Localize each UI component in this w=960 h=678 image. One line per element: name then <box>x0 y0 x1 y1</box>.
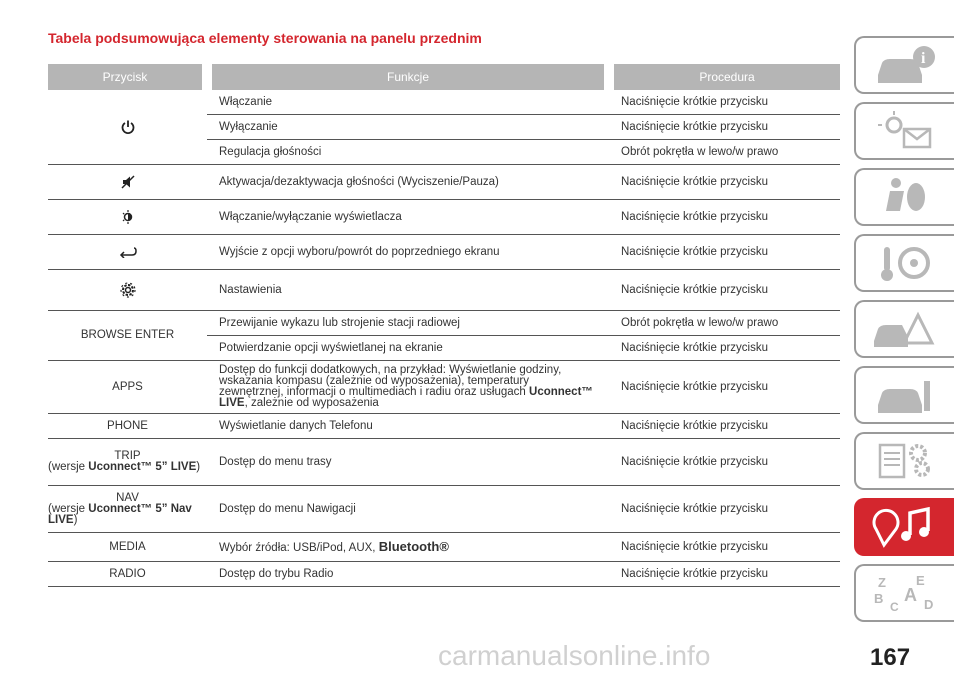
table-row <box>48 361 840 414</box>
button-label: BROWSE ENTER <box>48 311 207 361</box>
function-text: Regulacja głośności <box>207 140 609 165</box>
procedure-text: Naciśnięcie krótkie przycisku <box>609 562 840 587</box>
button-label: APPS <box>48 361 207 414</box>
tab-warning-lights[interactable] <box>854 102 954 160</box>
tab-safety[interactable] <box>854 168 954 226</box>
power-icon <box>120 119 136 135</box>
table-row <box>48 562 840 587</box>
mute-icon <box>120 174 136 190</box>
procedure-text: Naciśnięcie krótkie przycisku <box>609 361 840 414</box>
header-functions: Funkcje <box>207 64 609 90</box>
svg-text:E: E <box>916 573 925 588</box>
procedure-text: Naciśnięcie krótkie przycisku <box>609 235 840 270</box>
function-text: Dostęp do menu trasy <box>207 439 609 486</box>
display-brightness-icon <box>120 209 136 225</box>
power-cell <box>48 90 207 165</box>
svg-text:C: C <box>890 600 899 614</box>
car-info-icon <box>870 43 940 87</box>
back-cell <box>48 235 207 270</box>
function-text <box>207 361 609 414</box>
function-text: Przewijanie wykazu lub strojenie stacji radiowej <box>207 311 609 336</box>
settings-gear-icon <box>119 281 137 299</box>
version-close: ) <box>73 513 78 526</box>
index-letters-icon <box>870 571 940 615</box>
procedure-text: Naciśnięcie krótkie przycisku <box>609 115 840 140</box>
chapter-tabs <box>852 36 960 630</box>
table-row <box>48 311 840 336</box>
table-row <box>48 235 840 270</box>
table-row <box>48 90 840 115</box>
table-row <box>48 270 840 311</box>
tab-multimedia[interactable] <box>854 498 954 556</box>
procedure-text: Naciśnięcie krótkie przycisku <box>609 414 840 439</box>
back-arrow-icon <box>119 246 137 258</box>
nav-label: NAV <box>116 491 139 504</box>
page-title: Tabela podsumowująca elementy sterowania na panelu przednim <box>48 30 482 46</box>
procedure-text: Naciśnięcie krótkie przycisku <box>609 200 840 235</box>
svg-text:i: i <box>921 50 926 67</box>
tab-starting-driving[interactable] <box>854 234 954 292</box>
function-text <box>207 533 609 562</box>
function-text: Włączanie/wyłączanie wyświetlacza <box>207 200 609 235</box>
function-text: Dostęp do menu Nawigacji <box>207 486 609 533</box>
car-breakdown-icon <box>870 307 940 351</box>
version-bold: Uconnect™ 5” Nav LIVE <box>48 502 192 526</box>
watermark-text: carmanualsonline.info <box>438 640 711 671</box>
bluetooth-text: Bluetooth® <box>378 538 449 554</box>
warning-lights-icon <box>870 109 940 153</box>
page-number: 167 <box>870 644 911 671</box>
button-label-trip <box>48 439 207 486</box>
svg-text:A: A <box>904 585 917 605</box>
version-text: (wersje <box>48 461 89 473</box>
table-row <box>48 200 840 235</box>
button-label: MEDIA <box>48 533 207 562</box>
controls-table <box>48 64 840 587</box>
procedure-text: Naciśnięcie krótkie przycisku <box>609 533 840 562</box>
version-close: ) <box>196 461 201 473</box>
media-text: Wybór źródła: USB/iPod, AUX, <box>219 541 379 554</box>
procedure-text: Obrót pokrętła w lewo/w prawo <box>609 311 840 336</box>
table-row <box>48 414 840 439</box>
settings-cell <box>48 270 207 311</box>
car-service-icon <box>870 373 940 417</box>
apps-text-end: , zależnie od wyposażenia <box>244 397 379 409</box>
version-bold: Uconnect™ 5” LIVE <box>88 461 197 473</box>
button-label-nav <box>48 486 207 533</box>
procedure-text: Naciśnięcie krótkie przycisku <box>609 165 840 200</box>
tab-emergency[interactable] <box>854 300 954 358</box>
procedure-text: Naciśnięcie krótkie przycisku <box>609 439 840 486</box>
mute-cell <box>48 165 207 200</box>
procedure-text: Naciśnięcie krótkie przycisku <box>609 486 840 533</box>
button-label: PHONE <box>48 414 207 439</box>
tab-index[interactable] <box>854 564 954 622</box>
table-row <box>48 486 840 533</box>
procedure-text: Naciśnięcie krótkie przycisku <box>609 270 840 311</box>
procedure-text: Obrót pokrętła w lewo/w prawo <box>609 140 840 165</box>
header-button: Przycisk <box>48 64 207 90</box>
function-text: Wyjście z opcji wyboru/powrót do poprzedniego ekranu <box>207 235 609 270</box>
function-text: Wyłączanie <box>207 115 609 140</box>
display-cell <box>48 200 207 235</box>
procedure-text: Naciśnięcie krótkie przycisku <box>609 90 840 115</box>
trip-label: TRIP <box>114 450 141 462</box>
table-header-row <box>48 64 840 90</box>
steering-key-icon <box>870 241 940 285</box>
function-text: Potwierdzanie opcji wyświetlanej na ekranie <box>207 336 609 361</box>
table-row <box>48 533 840 562</box>
svg-text:B: B <box>874 591 884 606</box>
function-text: Wyświetlanie danych Telefonu <box>207 414 609 439</box>
tab-technical-specs[interactable] <box>854 432 954 490</box>
button-label: RADIO <box>48 562 207 587</box>
tab-maintenance[interactable] <box>854 366 954 424</box>
apps-bold-part: Uconnect™ LIVE <box>219 386 593 409</box>
function-text: Nastawienia <box>207 270 609 311</box>
function-text: Aktywacja/dezaktywacja głośności (Wyciszenie/Pauza) <box>207 165 609 200</box>
function-text: Włączanie <box>207 90 609 115</box>
svg-text:D: D <box>924 597 934 612</box>
version-text: (wersje <box>48 502 89 515</box>
specs-gears-icon <box>870 439 940 483</box>
airbag-seat-icon <box>870 175 940 219</box>
table-row <box>48 439 840 486</box>
function-text: Dostęp do trybu Radio <box>207 562 609 587</box>
header-procedure: Procedura <box>609 64 840 90</box>
apps-text-part: Dostęp do funkcji dodatkowych, na przykład: Wyświetlanie godziny, wskazania kompasu (zależnie od wyposażenia), temperatury zewnętrznej, informacji o multimediach i radiu oraz usługach <box>219 364 562 398</box>
svg-text:Z: Z <box>878 575 886 590</box>
procedure-text: Naciśnięcie krótkie przycisku <box>609 336 840 361</box>
tab-car-info[interactable] <box>854 36 954 94</box>
table-row <box>48 165 840 200</box>
multimedia-music-icon <box>870 505 940 549</box>
